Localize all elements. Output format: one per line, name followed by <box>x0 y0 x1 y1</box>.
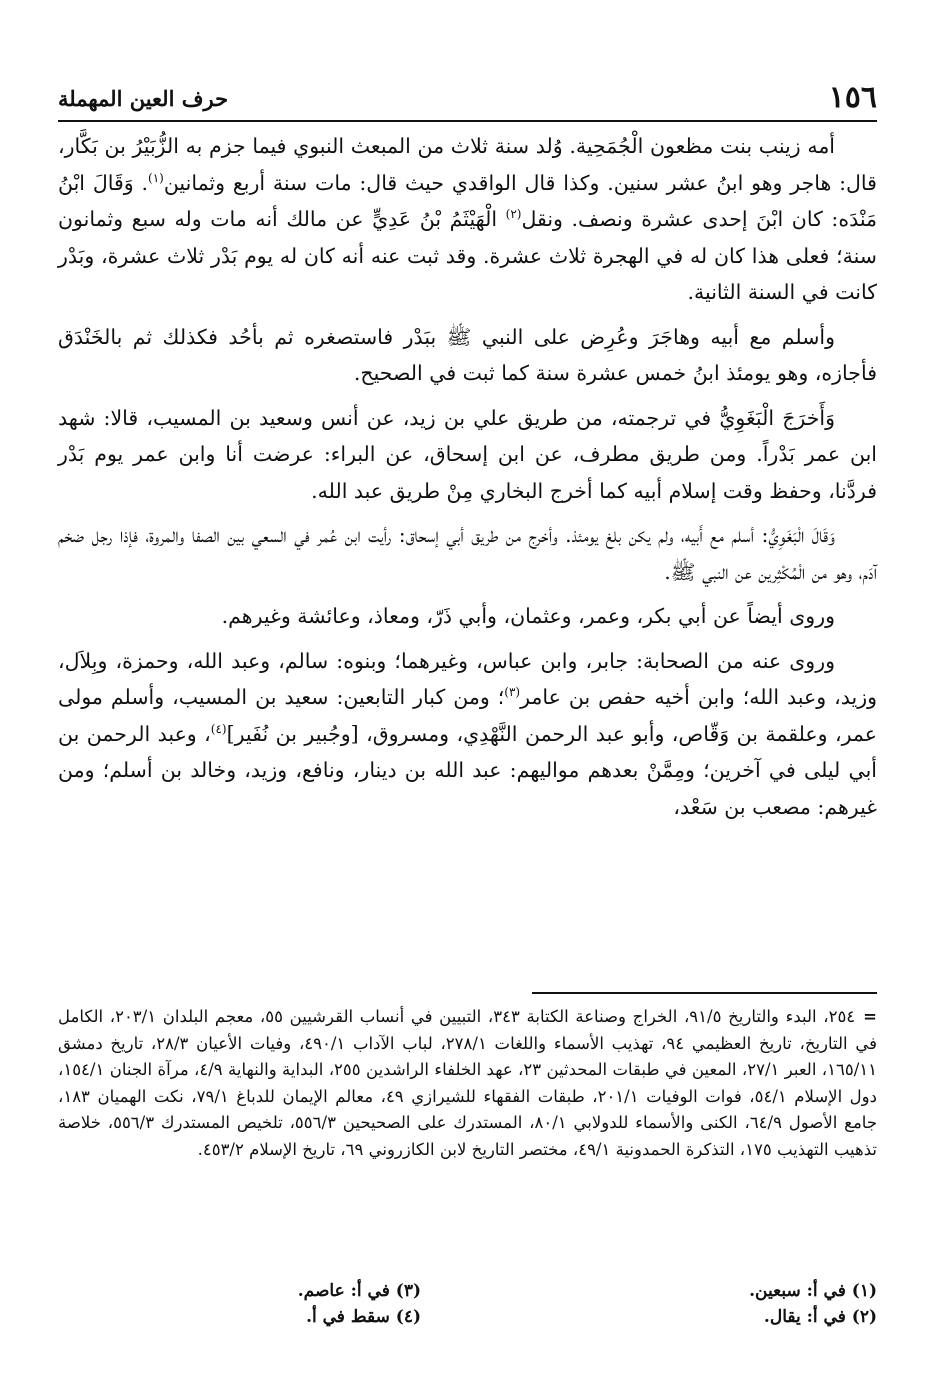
paragraph-islam: وأسلم مع أبيه وهاجَرَ وعُرِض على النبي ﷺ ببَدْر فاستصغره ثم بأحُد فكذلك ثم بالخَنْدَق فأجازه، وهو يومئذ ابنُ خمس عشرة سنة كما ثبت في الصحيح. <box>58 324 877 385</box>
note-3: (٣) في أ: عاصم. <box>297 1281 421 1301</box>
paragraph-baghawi-1: وَأَخرَجَ الْبَغَوِيُّ في ترجمته، من طريق علي بن زيد، عن أنس وسعيد بن المسيب، قالا: شهد ابن عمر بَدْراً. ومن طريق مطرف، عن ابن إسحاق، عن البراء: عرضت أنا وابن عمر يوم بَدْر فردَّنا، وحفظ وقت إسلام أبيه كما أخرج البخاري مِنْ طريق عبد الله. <box>58 405 877 503</box>
continuation-marker: = <box>863 1007 877 1026</box>
note-4: (٤) سقط في أ. <box>306 1307 421 1327</box>
notes-column-right <box>749 1278 877 1330</box>
notes-column-left <box>298 1278 421 1330</box>
paragraph-narrators: وروى عنه من الصحابة: جابر، وابن عباس، وغيرهما؛ وبنوه: سالم، وعبد الله، وحمزة، وبِلاَل، وزيد، وعبد الله؛ وابن أخيه حفص بن عامر$^{(٣)}$؛ ومن كبار التابعين: سعيد بن المسيب، وأسلم مولى عمر، وعلقمة بن وَقّاص، وأبو عبد الرحمن النَّهْدِي، ومسروق، [وجُبير بن نُفَير]$^{(٤)}$، وعبد الرحمن بن أبي ليلى في آخرين؛ ومِمَّنْ بعدهم مواليهم: عبد الله بن دينار، ونافع، وزيد، وخالد بن أسلم؛ ومن غيرهم: مصعب بن سَعْد، <box>58 648 877 819</box>
page-number: ١٥٦ <box>828 80 877 115</box>
note-1: (١) في أ: سبعين. <box>749 1281 877 1301</box>
paragraph-narrated-from: وروى أيضاً عن أبي بكر، وعمر، وعثمان، وأبي ذَرّ، ومعاذ، وعائشة وغيرهم. <box>221 604 835 628</box>
footnote-ref-4: (٤) <box>210 721 227 736</box>
main-text <box>58 128 877 833</box>
sources-footnote <box>58 1004 877 1163</box>
paragraph-baghawi-2: وَقَالَ الْبَغَوِيُّ: أسلم مع أَبيه، ولم يكن بلغ يومئذ. وأخرج من طريق أبي إسحاق: رأيت ابن عُمر في السعي بين الصفا والمروة، فإذا رجل ضخم آدَم، وهو من الْمُكْثِرين عن النبي ﷺ. <box>58 523 877 584</box>
footnote-ref-2: (٢) <box>505 207 522 222</box>
paragraph-birth: أمه زينب بنت مظعون الْجُمَحِية. وُلد سنة ثلاث من المبعث النبوي فيما جزم به الزُّبَيْرُ بن بَكَّار، قال: هاجر وهو ابنُ عشر سنين. وكذا قال الواقدي حيث قال: مات سنة أربع وثمانين$^{(١)}$. وَقَالَ ابْنُ مَنْدَه: كان ابْنَ إحدى عشرة ونصف. ونقل$^{(٢)}$ الْهَيْثَمُ بْنُ عَدِيٍّ عن مالك أنه مات وله سبع وثمانون سنة؛ فعلى هذا كان له في الهجرة ثلاث عشرة. وقد ثبت عنه أنه كان له يوم بَدْر ثلاث عشرة، وبَدْر كانت في السنة الثانية. <box>58 134 877 304</box>
footnote-ref-3: (٣) <box>504 685 521 700</box>
footnote-ref-1: (١) <box>148 170 164 185</box>
footnote-divider <box>532 992 877 994</box>
note-2: (٢) في أ: يقال. <box>763 1307 877 1327</box>
running-title: حرف العين المهملة <box>58 86 229 111</box>
page-header <box>58 80 877 122</box>
sources-text: ٢٥٤، البدء والتاريخ ٩١/٥، الخراج وصناعة الكتابة ٣٤٣، التبيين في أنساب القرشيين ٥٥، معجم البلدان ٢٠٣/١، الكامل في التاريخ، تاريخ العظيمي ٩٤، تهذيب الأسماء واللغات ٢٧٨/١، لباب الآداب ٤٩٠/١، وفيات الأعيان ٢٨/٣، تاريخ دمشق ١٦٥/١١، العبر ٢٧/١، المعين في طبقات المحدثين ٢٣، عهد الخلفاء الراشدين ٢٥٥، البداية والنهاية ٤/٩، مرآة الجنان ١٥٤/١، دول الإسلام ٥٤/١، فوات الوفيات ٢٠١/١، طبقات الفقهاء للشيرازي ٤٩، معالم الإيمان للدباغ ٧٩/١، نكت الهميان ١٨٣، جامع الأصول ٦٤/٩، الكنى والأسماء للدولابي ٨٠/١، المستدرك على الصحيحين ٥٥٦/٣، تلخيص المستدرك ٥٥٦/٣، خلاصة تذهيب التهذيب ١٧٥، التذكرة الحمدونية ٤٩/١، مختصر التاريخ لابن الكازروني ٦٩، تاريخ الإسلام ٤٥٣/٢. <box>58 1007 878 1159</box>
